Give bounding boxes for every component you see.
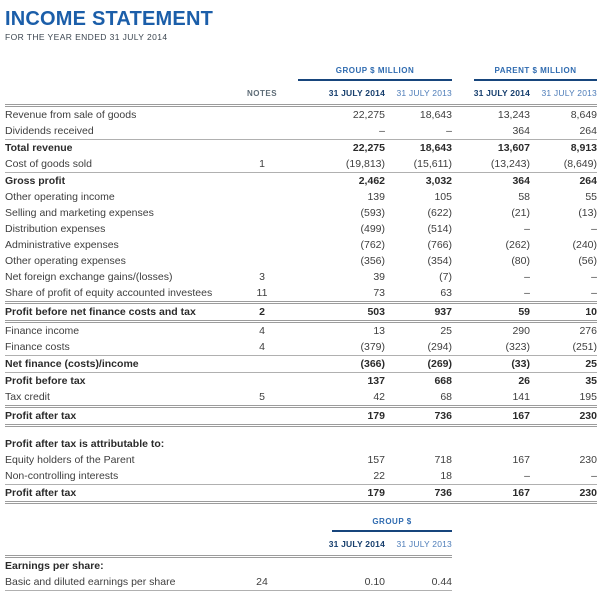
parent-2014-value: (13,243) (490, 157, 530, 170)
parent-2014-value: (262) (505, 238, 530, 251)
row-label: Administrative expenses (5, 238, 119, 251)
parent-2013-value: – (591, 222, 597, 235)
row-label: Profit after tax is attributable to: (5, 437, 165, 450)
parent-2014-value: 167 (512, 453, 530, 466)
group-million-header (292, 65, 452, 84)
table-row (5, 468, 597, 485)
row-note-ref (232, 416, 292, 417)
parent-2014-value: – (524, 270, 530, 283)
row-label: Net finance (costs)/income (5, 357, 139, 370)
row-label: Equity holders of the Parent (5, 453, 135, 466)
group-2014-value: 157 (367, 453, 385, 466)
parent-2014-value: 364 (512, 124, 530, 137)
table-row (5, 339, 597, 356)
group-2013-value: (7) (439, 270, 452, 283)
row-note-ref: 3 (259, 270, 265, 283)
eps-table-body (5, 558, 452, 591)
row-label: Total revenue (5, 141, 73, 154)
row-note-ref: 4 (259, 340, 265, 353)
spacer-cell (5, 65, 232, 84)
parent-2013-value: 8,913 (570, 141, 597, 154)
group-2014-value: 73 (373, 286, 385, 299)
spacer-cell (5, 516, 232, 535)
row-label: Distribution expenses (5, 222, 106, 235)
parent-2014-value: (323) (505, 340, 530, 353)
parent-2013-value: (251) (572, 340, 597, 353)
group-2014-column-header: 31 JULY 2014 (328, 88, 385, 98)
table-row (5, 269, 597, 285)
row-label: Revenue from sale of goods (5, 108, 137, 121)
parent-2014-value: – (524, 222, 530, 235)
group-2014-value: 179 (367, 486, 385, 499)
table-row (5, 323, 597, 339)
parent-2014-value: (33) (511, 357, 530, 370)
group-2014-value: 0.10 (364, 575, 385, 588)
group-2013-value: 63 (440, 286, 452, 299)
parent-2014-value: 13,607 (497, 141, 530, 154)
income-statement-table (5, 65, 597, 504)
parent-2014-value: (21) (511, 206, 530, 219)
table-row (5, 221, 597, 237)
row-label: Gross profit (5, 174, 66, 187)
parent-2014-value: 167 (512, 486, 530, 499)
page-subtitle: FOR THE YEAR ENDED 31 JULY 2014 (5, 32, 168, 42)
row-label: Other operating expenses (5, 254, 126, 267)
group-2013-value: 0.44 (431, 575, 452, 588)
table-row (5, 173, 597, 189)
parent-2014-value: (80) (511, 254, 530, 267)
parent-2013-value: (13) (578, 206, 597, 219)
row-label: Tax credit (5, 390, 50, 403)
table-row (5, 107, 597, 123)
row-note-ref (232, 364, 292, 365)
group-2014-value: (356) (360, 254, 385, 267)
parent-2014-value: 167 (512, 409, 530, 422)
parent-2014-value: 58 (518, 190, 530, 203)
group-2013-value: 105 (434, 190, 452, 203)
table-row (5, 436, 597, 452)
eps-2014-column-header: 31 JULY 2014 (328, 539, 385, 549)
parent-2013-value: – (591, 469, 597, 482)
spacer-cell (232, 516, 292, 535)
parent-2013-value (530, 444, 597, 445)
row-label: Cost of goods sold (5, 157, 92, 170)
table-row (5, 574, 452, 591)
group-2014-value: 39 (373, 270, 385, 283)
row-note-ref: 24 (256, 575, 268, 588)
group-2014-value: – (379, 124, 385, 137)
table-row (5, 123, 597, 140)
row-label: Selling and marketing expenses (5, 206, 154, 219)
row-label: Profit before net finance costs and tax (5, 305, 196, 318)
row-label: Finance income (5, 324, 80, 337)
row-label: Non-controlling interests (5, 469, 119, 482)
group-2013-value: (269) (427, 357, 452, 370)
main-table-group-header-row (5, 65, 597, 84)
table-row (5, 189, 597, 205)
table-row (5, 285, 597, 304)
row-label: Basic and diluted earnings per share (5, 575, 176, 588)
row-label: Profit before tax (5, 374, 86, 387)
parent-2013-value: 264 (579, 174, 597, 187)
parent-2013-value: – (591, 286, 597, 299)
row-label: Net foreign exchange gains/(losses) (5, 270, 173, 283)
table-row (5, 356, 597, 373)
group-2013-column-header: 31 JULY 2013 (396, 88, 452, 98)
group-2014-value: 42 (373, 390, 385, 403)
row-label: Earnings per share: (5, 559, 104, 572)
row-label: Profit after tax (5, 486, 77, 499)
group-2014-value: (593) (360, 206, 385, 219)
table-row (5, 237, 597, 253)
row-note-ref: 4 (259, 324, 265, 337)
row-note-ref: 5 (259, 390, 265, 403)
group-2013-value: (354) (427, 254, 452, 267)
table-row (5, 389, 597, 408)
eps-date-header-row (5, 535, 452, 558)
row-note-ref (232, 213, 292, 214)
spacer-cell (5, 84, 232, 104)
parent-2014-value: 290 (512, 324, 530, 337)
row-label: Other operating income (5, 190, 115, 203)
group-2014-value: 179 (367, 409, 385, 422)
group-2013-value: 736 (434, 409, 452, 422)
parent-million-header-label: PARENT $ MILLION (474, 65, 597, 81)
main-table-date-header-row (5, 84, 597, 107)
parent-2013-column-header: 31 JULY 2013 (541, 88, 597, 98)
row-note-ref: 2 (259, 305, 265, 318)
group-2014-value (292, 444, 385, 445)
main-table-body (5, 107, 597, 504)
group-2014-value: (379) (360, 340, 385, 353)
row-note-ref (232, 197, 292, 198)
parent-2014-value: – (524, 469, 530, 482)
parent-2013-value: 276 (579, 324, 597, 337)
row-note-ref: 1 (259, 157, 265, 170)
group-2014-value: (499) (360, 222, 385, 235)
row-note-ref (232, 476, 292, 477)
group-2013-value: (766) (427, 238, 452, 251)
parent-2013-value: 195 (579, 390, 597, 403)
group-2014-value: 22,275 (352, 141, 385, 154)
spacer-cell (232, 535, 292, 555)
table-row (5, 452, 597, 468)
parent-2013-value: 55 (585, 190, 597, 203)
eps-group-header-row (5, 516, 452, 535)
parent-2014-value: – (524, 286, 530, 299)
group-2014-value: (19,813) (345, 157, 385, 170)
group-2013-value: 668 (434, 374, 452, 387)
page-title: INCOME STATEMENT (5, 8, 214, 30)
parent-2013-value: 230 (579, 453, 597, 466)
row-note-ref (232, 131, 292, 132)
parent-2013-value: 35 (585, 374, 597, 387)
group-2014-value: 503 (367, 305, 385, 318)
parent-2014-value: 13,243 (497, 108, 530, 121)
group-2014-value: 13 (373, 324, 385, 337)
group-2014-value: (762) (360, 238, 385, 251)
row-label: Share of profit of equity accounted investees (5, 286, 213, 299)
row-note-ref (232, 148, 292, 149)
table-row (5, 304, 597, 323)
group-million-header-label: GROUP $ MILLION (298, 65, 452, 81)
group-2014-value: 22 (373, 469, 385, 482)
table-row (5, 156, 597, 173)
earnings-per-share-table (5, 516, 452, 591)
row-note-ref (232, 460, 292, 461)
group-2013-value: 736 (434, 486, 452, 499)
group-2013-value: – (446, 124, 452, 137)
parent-2013-value: (56) (578, 254, 597, 267)
spacer-cell (232, 65, 292, 84)
group-2013-value: 68 (440, 390, 452, 403)
row-label: Dividends received (5, 124, 94, 137)
parent-2013-value: – (591, 270, 597, 283)
row-note-ref (232, 181, 292, 182)
group-2014-value: 137 (367, 374, 385, 387)
parent-2013-value: 230 (579, 409, 597, 422)
table-row (5, 373, 597, 389)
group-2013-value: (294) (427, 340, 452, 353)
parent-2013-value: 230 (579, 486, 597, 499)
parent-2013-value: 10 (585, 305, 597, 318)
group-2013-value (385, 444, 452, 445)
group-2013-value: 18,643 (419, 108, 452, 121)
row-note-ref (232, 115, 292, 116)
notes-column-header: NOTES (246, 89, 278, 98)
parent-2013-value: (240) (572, 238, 597, 251)
table-row (5, 140, 597, 156)
row-note-ref (232, 493, 292, 494)
parent-2013-value: 264 (579, 124, 597, 137)
parent-2014-value: 26 (518, 374, 530, 387)
parent-2014-column-header: 31 JULY 2014 (473, 88, 530, 98)
group-2013-value: (622) (427, 206, 452, 219)
group-2013-value: 718 (434, 453, 452, 466)
table-row (5, 253, 597, 269)
parent-2013-value: 8,649 (570, 108, 597, 121)
parent-2014-value: 141 (512, 390, 530, 403)
eps-group-header (292, 516, 452, 535)
group-2014-value: 22,275 (352, 108, 385, 121)
group-2013-value: 18,643 (419, 141, 452, 154)
row-note-ref (232, 381, 292, 382)
table-row (5, 558, 452, 574)
group-2014-value: (366) (360, 357, 385, 370)
parent-2014-value (452, 444, 530, 445)
spacer-cell (5, 535, 232, 555)
parent-2014-value: 364 (512, 174, 530, 187)
row-note-ref (232, 444, 292, 445)
row-label: Finance costs (5, 340, 70, 353)
group-2013-value: 937 (434, 305, 452, 318)
row-note-ref (232, 229, 292, 230)
eps-group-header-label: GROUP $ (332, 516, 452, 532)
group-2013-value: 25 (440, 324, 452, 337)
row-note-ref: 11 (256, 286, 268, 299)
table-row (5, 408, 597, 427)
group-2014-value: 2,462 (358, 174, 385, 187)
parent-million-header (452, 65, 597, 84)
eps-2013-column-header: 31 JULY 2013 (396, 539, 452, 549)
parent-2013-value: (8,649) (563, 157, 597, 170)
group-2014-value: 139 (367, 190, 385, 203)
parent-2014-value: 59 (518, 305, 530, 318)
group-2013-value: (514) (427, 222, 452, 235)
group-2013-value: (15,611) (413, 157, 452, 170)
row-label: Profit after tax (5, 409, 77, 422)
row-note-ref (232, 245, 292, 246)
parent-2013-value: 25 (585, 357, 597, 370)
group-2013-value: 18 (440, 469, 452, 482)
table-row (5, 205, 597, 221)
row-note-ref (232, 261, 292, 262)
group-2013-value: 3,032 (425, 174, 452, 187)
table-row (5, 485, 597, 504)
